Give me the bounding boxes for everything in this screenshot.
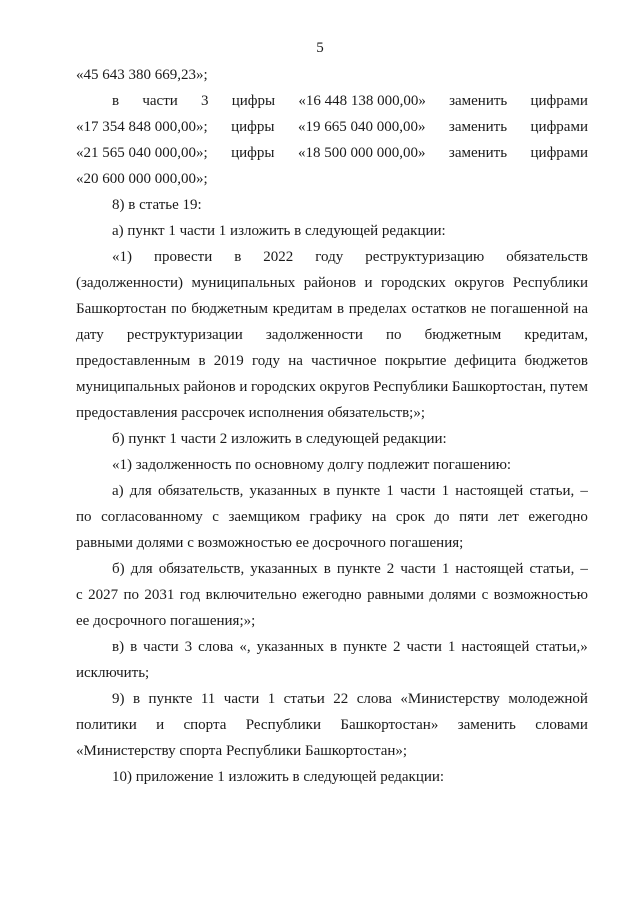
- word: дефицита: [454, 353, 517, 369]
- word: обязательств,: [158, 561, 245, 577]
- word: указанных: [250, 561, 318, 577]
- word: году: [315, 249, 344, 265]
- word: 2: [392, 639, 401, 655]
- word: в: [234, 249, 242, 265]
- word: по: [385, 327, 402, 343]
- word: долями: [429, 587, 477, 603]
- word: 1: [441, 561, 450, 577]
- word: 11: [200, 691, 216, 707]
- word: согласованному: [101, 509, 203, 525]
- word: лет: [498, 509, 519, 525]
- word: кредитам: [272, 301, 333, 317]
- word: графику: [309, 509, 363, 525]
- word: слова: [198, 639, 234, 655]
- word: на: [371, 509, 387, 525]
- word: 1: [447, 639, 456, 655]
- word: (задолженности): [76, 275, 183, 291]
- word: округов: [454, 275, 505, 291]
- word: в: [337, 301, 345, 317]
- word: на: [288, 353, 303, 369]
- word: в: [323, 483, 331, 499]
- word: статьи,: [529, 483, 575, 499]
- word: Республики: [512, 275, 588, 291]
- word: заменить: [457, 717, 516, 733]
- document-body: [76, 62, 588, 790]
- word: цифрами: [530, 93, 588, 109]
- word: пункте: [336, 483, 381, 499]
- word: не: [471, 301, 486, 317]
- word: с: [76, 587, 83, 603]
- word: 2: [386, 561, 395, 577]
- word: год: [179, 587, 201, 603]
- word: слова: [356, 691, 392, 707]
- text-line: предоставления рассрочек исполнения обязательств;»;: [76, 405, 426, 421]
- word: в: [323, 561, 331, 577]
- word: цифрами: [530, 145, 588, 161]
- word: –: [580, 483, 588, 499]
- word: и: [156, 717, 165, 733]
- word: погашенной: [490, 301, 569, 317]
- word: кредитам,: [524, 327, 588, 343]
- word: реструктуризации: [126, 327, 243, 343]
- word: «18 500 000 000,00»: [297, 145, 426, 161]
- word: районов: [303, 275, 357, 291]
- text-line: [76, 270, 588, 296]
- text-line: [76, 556, 588, 582]
- text-line: [76, 244, 588, 270]
- word: в: [330, 639, 338, 655]
- word: с: [481, 587, 489, 603]
- word: указанных: [249, 483, 317, 499]
- word: Башкортостан»: [340, 717, 439, 733]
- word: в: [112, 93, 120, 109]
- word: настоящей: [455, 561, 524, 577]
- word: 1: [441, 483, 450, 499]
- text-line: 10) приложение 1 изложить в следующей редакции:: [112, 769, 445, 785]
- word: части: [142, 93, 178, 109]
- word: дату: [76, 327, 104, 343]
- word: для: [129, 483, 152, 499]
- word: заменить: [448, 145, 508, 161]
- word: по: [123, 587, 139, 603]
- word: –: [580, 561, 588, 577]
- word: части: [400, 561, 436, 577]
- word: «21 565 040 000,00»;: [76, 145, 208, 161]
- word: части: [143, 639, 179, 655]
- word: обязательств,: [157, 483, 244, 499]
- word: заменить: [449, 93, 508, 109]
- text-line: ее досрочного погашения;»;: [76, 613, 256, 629]
- word: цифры: [231, 145, 275, 161]
- word: в: [132, 691, 141, 707]
- word: политики: [76, 717, 137, 733]
- word: а): [112, 483, 124, 499]
- word: муниципальных: [76, 379, 180, 395]
- word: задолженности: [265, 327, 363, 343]
- word: в: [198, 353, 206, 369]
- word: б): [112, 561, 125, 577]
- text-line: «45 643 380 669,23»;: [76, 67, 208, 83]
- text-line: [76, 582, 588, 608]
- word: 2027: [88, 587, 119, 603]
- word: «,: [239, 639, 251, 655]
- word: до: [434, 509, 450, 525]
- word: «19 665 040 000,00»: [297, 119, 426, 135]
- word: городских: [380, 275, 446, 291]
- word: для: [130, 561, 153, 577]
- word: цифры: [231, 93, 276, 109]
- word: срок: [395, 509, 425, 525]
- word: с: [212, 509, 219, 525]
- word: Башкортостан: [76, 301, 167, 317]
- word: Республики: [245, 717, 321, 733]
- word: обязательств: [506, 249, 588, 265]
- word: предоставленным: [76, 353, 191, 369]
- text-line: «1) задолженность по основному долгу подлежит погашению:: [112, 457, 512, 473]
- word: статьи: [283, 691, 325, 707]
- word: «17 354 848 000,00»;: [76, 119, 208, 135]
- word: части: [406, 639, 442, 655]
- word: по: [171, 301, 187, 317]
- word: статьи,»: [535, 639, 588, 655]
- word: части: [400, 483, 436, 499]
- word: цифрами: [530, 119, 588, 135]
- word: статьи,: [529, 561, 575, 577]
- word: равными: [367, 587, 424, 603]
- word: пределах: [348, 301, 407, 317]
- word: Республики: [373, 379, 449, 395]
- text-line: «Министерству спорта Республики Башкортостан»;: [76, 743, 408, 759]
- word: заменить: [448, 119, 508, 135]
- text-line: [76, 348, 588, 374]
- word: Башкортостан,: [451, 379, 547, 395]
- word: заемщиком: [228, 509, 300, 525]
- word: бюджетов: [524, 353, 588, 369]
- word: настоящей: [461, 639, 530, 655]
- word: бюджетным: [424, 327, 502, 343]
- text-line: 8) в статье 19:: [112, 197, 202, 213]
- word: «Министерству: [400, 691, 500, 707]
- page-number: 5: [316, 40, 324, 56]
- word: ежегодно: [302, 587, 362, 603]
- word: реструктуризацию: [365, 249, 485, 265]
- word: 3: [201, 93, 209, 109]
- word: словами: [535, 717, 588, 733]
- text-line: [76, 88, 588, 114]
- word: 9): [112, 691, 125, 707]
- word: на: [573, 301, 588, 317]
- word: остатков: [411, 301, 467, 317]
- text-line: равными долями с возможностью ее досрочного погашения;: [76, 535, 464, 551]
- word: 1: [267, 691, 276, 707]
- word: и: [239, 379, 248, 395]
- text-line: [76, 322, 588, 348]
- word: спорта: [183, 717, 227, 733]
- text-line: «20 600 000 000,00»;: [76, 171, 208, 187]
- text-line: [76, 296, 588, 322]
- text-line: а) пункт 1 части 1 изложить в следующей редакции:: [112, 223, 446, 239]
- word: путем: [549, 379, 588, 395]
- word: возможностью: [493, 587, 588, 603]
- word: пункте: [336, 561, 381, 577]
- text-line: [76, 634, 588, 660]
- word: муниципальных: [191, 275, 296, 291]
- text-line: [76, 478, 588, 504]
- word: провести: [153, 249, 213, 265]
- text-line: [76, 712, 588, 738]
- word: в): [112, 639, 125, 655]
- word: частичное: [311, 353, 377, 369]
- word: включительно: [205, 587, 297, 603]
- text-line: исключить;: [76, 665, 150, 681]
- word: 1: [386, 483, 394, 499]
- text-line: [76, 504, 588, 530]
- word: 22: [333, 691, 349, 707]
- word: округов: [319, 379, 370, 395]
- word: «1): [112, 249, 132, 265]
- word: 2022: [263, 249, 294, 265]
- word: указанных: [256, 639, 324, 655]
- word: молодежной: [508, 691, 588, 707]
- word: 3: [184, 639, 193, 655]
- word: покрытие: [384, 353, 447, 369]
- word: 2019: [213, 353, 244, 369]
- word: пункте: [148, 691, 193, 707]
- word: пункте: [343, 639, 387, 655]
- word: части: [223, 691, 260, 707]
- word: ежегодно: [528, 509, 588, 525]
- word: районов: [183, 379, 236, 395]
- word: 2031: [144, 587, 175, 603]
- word: и: [364, 275, 373, 291]
- word: по: [76, 509, 92, 525]
- word: цифры: [231, 119, 275, 135]
- word: в: [130, 639, 138, 655]
- word: пяти: [459, 509, 489, 525]
- text-line: [76, 686, 588, 712]
- word: году: [252, 353, 280, 369]
- text-line: [76, 140, 588, 166]
- text-line: б) пункт 1 части 2 изложить в следующей редакции:: [112, 431, 447, 447]
- word: городских: [250, 379, 316, 395]
- text-line: [76, 374, 588, 400]
- word: бюджетным: [191, 301, 268, 317]
- word: «16 448 138 000,00»: [298, 93, 426, 109]
- text-line: [76, 114, 588, 140]
- word: настоящей: [455, 483, 524, 499]
